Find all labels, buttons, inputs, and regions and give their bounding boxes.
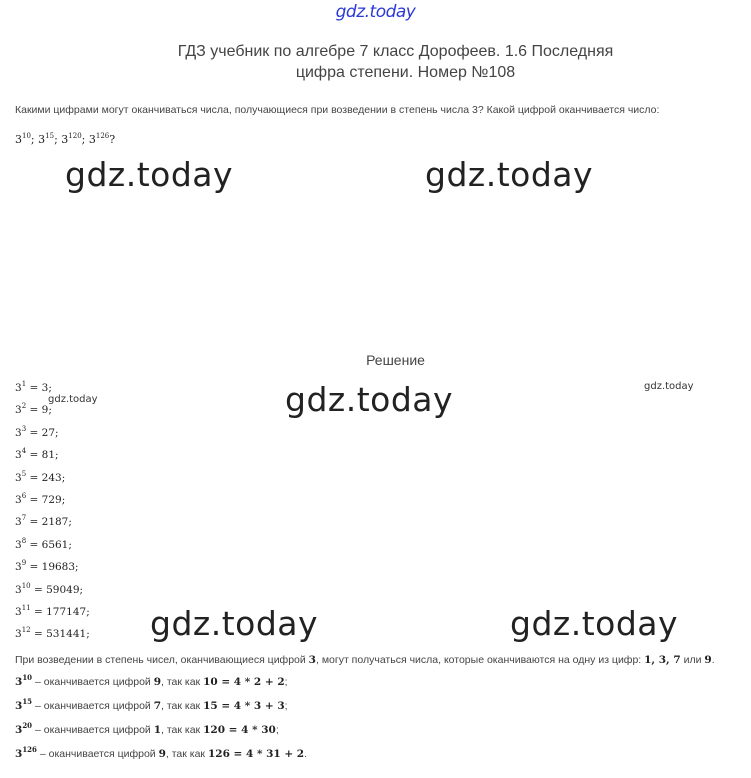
power-item: $3^{10}$; bbox=[15, 132, 35, 146]
site-logo[interactable]: gdz.today bbox=[335, 2, 416, 22]
watermark: gdz.today bbox=[425, 155, 594, 194]
equation-row: $3^5 = 243$; bbox=[15, 469, 66, 484]
answer-line: $3^{15}$ – оканчивается цифрой 7, так как 15 = 4 * 3 + 3; bbox=[15, 697, 288, 712]
power-item: $3^{120}$; bbox=[61, 132, 86, 146]
power-item: $3^{15}$; bbox=[38, 132, 58, 146]
watermark: gdz.today bbox=[150, 604, 319, 643]
answer-line: $3^{10}$ – оканчивается цифрой 9, так как 10 = 4 * 2 + 2; bbox=[15, 673, 288, 688]
watermark-small: gdz.today bbox=[644, 381, 694, 392]
watermark: gdz.today bbox=[285, 380, 454, 419]
conclusion-text: При возведении в степень чисел, оканчивающиеся цифрой 3, могут получаться числа, которые оканчиваются на одну из цифр: 1, 3, 7 или 9. bbox=[15, 654, 715, 666]
solution-heading: Решение bbox=[366, 352, 425, 368]
title-line-1: ГДЗ учебник по алгебре 7 класс Дорофеев. 1.6 Последняя bbox=[177, 43, 614, 60]
page-title bbox=[20, 41, 751, 83]
equation-row: $3^8 = 6561$; bbox=[15, 536, 72, 551]
equation-row: $3^7 = 2187$; bbox=[15, 514, 72, 529]
equation-row: $3^1 = 3$; bbox=[15, 380, 52, 394]
title-line-2: цифра степени. Номер №108 bbox=[295, 64, 516, 81]
equation-row: $3^{11} = 177147$; bbox=[15, 604, 90, 618]
watermark: gdz.today bbox=[510, 604, 679, 643]
equation-row: $3^2 = 9$; bbox=[15, 402, 52, 417]
task-question: Какими цифрами могут оканчиваться числа, получающиеся при возведении в степень числа 3? Какой цифрой оканчивается число: bbox=[15, 104, 660, 116]
equation-row: $3^3 = 27$; bbox=[15, 424, 59, 439]
equation-row: $3^9 = 19683$; bbox=[15, 559, 79, 574]
watermark-small: gdz.today bbox=[48, 394, 98, 405]
equation-row: $3^{10} = 59049$; bbox=[15, 581, 84, 596]
power-item: $3^{126}$? bbox=[88, 132, 116, 146]
answer-line: $3^{20}$ – оканчивается цифрой 1, так как 120 = 4 * 30; bbox=[15, 721, 279, 736]
equation-row: $3^{12} = 531441$; bbox=[15, 626, 90, 641]
watermark: gdz.today bbox=[65, 155, 234, 194]
answer-line: $3^{126}$ – оканчивается цифрой 9, так как 126 = 4 * 31 + 2. bbox=[15, 745, 308, 760]
task-powers-list bbox=[15, 133, 115, 146]
equation-row: $3^6 = 729$; bbox=[15, 492, 66, 506]
equation-row: $3^4 = 81$; bbox=[15, 447, 59, 462]
